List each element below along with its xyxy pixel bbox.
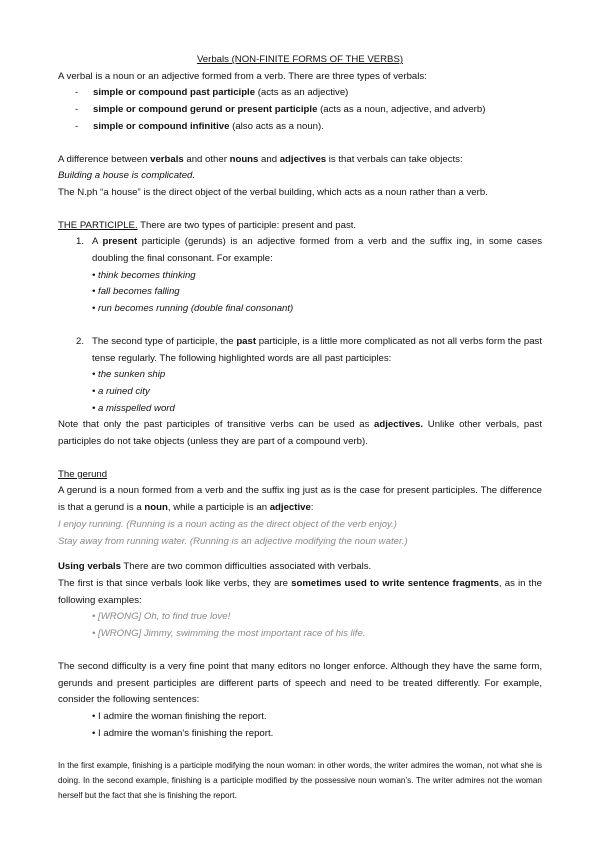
second-difficulty: The second difficulty is a very fine point that many editors no longer enforce. Although they have the same form, gerunds and present participles are different parts of speech and need to be treated differently. For example, consider the following sentences: [58,660,542,706]
list-item: • the sunken ship [92,369,166,381]
list-item: • fall becomes falling [92,286,180,298]
using-verbals-intro: Using verbals There are two common difficulties associated with verbals. [58,561,372,573]
final-explanation: In the first example, finishing is a participle modifying the noun woman: in other words, the writer admires the woman, not what she is doing. In the second example, finishing is a participle modified by the possessive noun woman’s. The writer admires not the woman herself but the fact that she is finishing the report. [58,761,542,801]
verbal-type-item: - simple or compound infinitive (also acts as a noun). [75,120,324,132]
list-item: • think becomes thinking [92,269,196,281]
verbal-type-item: - simple or compound past participle (acts as an adjective) [75,87,349,99]
example-sentence: • I admire the woman finishing the report. [92,710,267,722]
verbal-type-term: simple or compound past participle [93,87,256,99]
present-participle-item: 1. A present participle (gerunds) is an adjective formed from a verb and the suffix ing, in some cases doubling the final consonant. For example: [76,236,542,265]
wrong-example: • [WRONG] Oh, to find true love! [92,611,231,623]
wrong-example: • [WRONG] Jimmy, swimming the most important race of his life. [92,628,366,640]
intro-text: A verbal is a noun or an adjective formed from a verb. There are three types of verbals: [58,70,427,82]
list-item: • run becomes running (double final consonant) [92,303,294,315]
gerund-example: I enjoy running. (Running is a noun acting as the direct object of the verb enjoy.) [58,518,398,530]
gerund-example: Stay away from running water. (Running is an adjective modifying the noun water.) [58,535,408,547]
difference-example: Building a house is complicated. [58,170,196,182]
verbal-type-term: simple or compound infinitive [93,120,230,132]
using-verbals-heading: Using verbals [58,561,121,573]
list-item: • a misspelled word [92,402,175,414]
difference-explanation: The N.ph “a house” is the direct object of the verbal building, which acts as a noun rather than a verb. [58,186,488,198]
document-page [58,52,542,803]
verbal-type-term: simple or compound gerund or present participle [93,104,318,116]
example-sentence: • I admire the woman’s finishing the report. [92,727,274,739]
participle-intro: THE PARTICIPLE. There are two types of participle: present and past. [58,219,357,231]
gerund-heading: The gerund [58,468,108,480]
participle-note: Note that only the past participles of transitive verbs can be used as adjectives. Unlike other verbals, past participles do not take objects (unless they are part of a compound verb). [58,419,542,448]
past-participle-item: 2. The second type of participle, the past participle, is a little more complicated as not all verbs form the past tense regularly. The following highlighted words are all past participles: [76,335,542,364]
page-title: Verbals (NON-FINITE FORMS OF THE VERBS) [196,54,404,65]
difference-paragraph: A difference between verbals and other nouns and adjectives is that verbals can take objects: [58,153,463,165]
list-item: • a ruined city [92,385,150,397]
gerund-paragraph: A gerund is a noun formed from a verb and the suffix ing just as is the case for present participles. The difference is that a gerund is a noun, while a participle is an adjective: [58,485,542,514]
verbal-type-item: - simple or compound gerund or present participle (acts as a noun, adjective, and adverb) [75,104,486,116]
participle-heading: THE PARTICIPLE. [58,219,138,231]
first-difficulty: The first is that since verbals look like verbs, they are sometimes used to write sentence fragments, as in the following examples: [58,577,542,606]
